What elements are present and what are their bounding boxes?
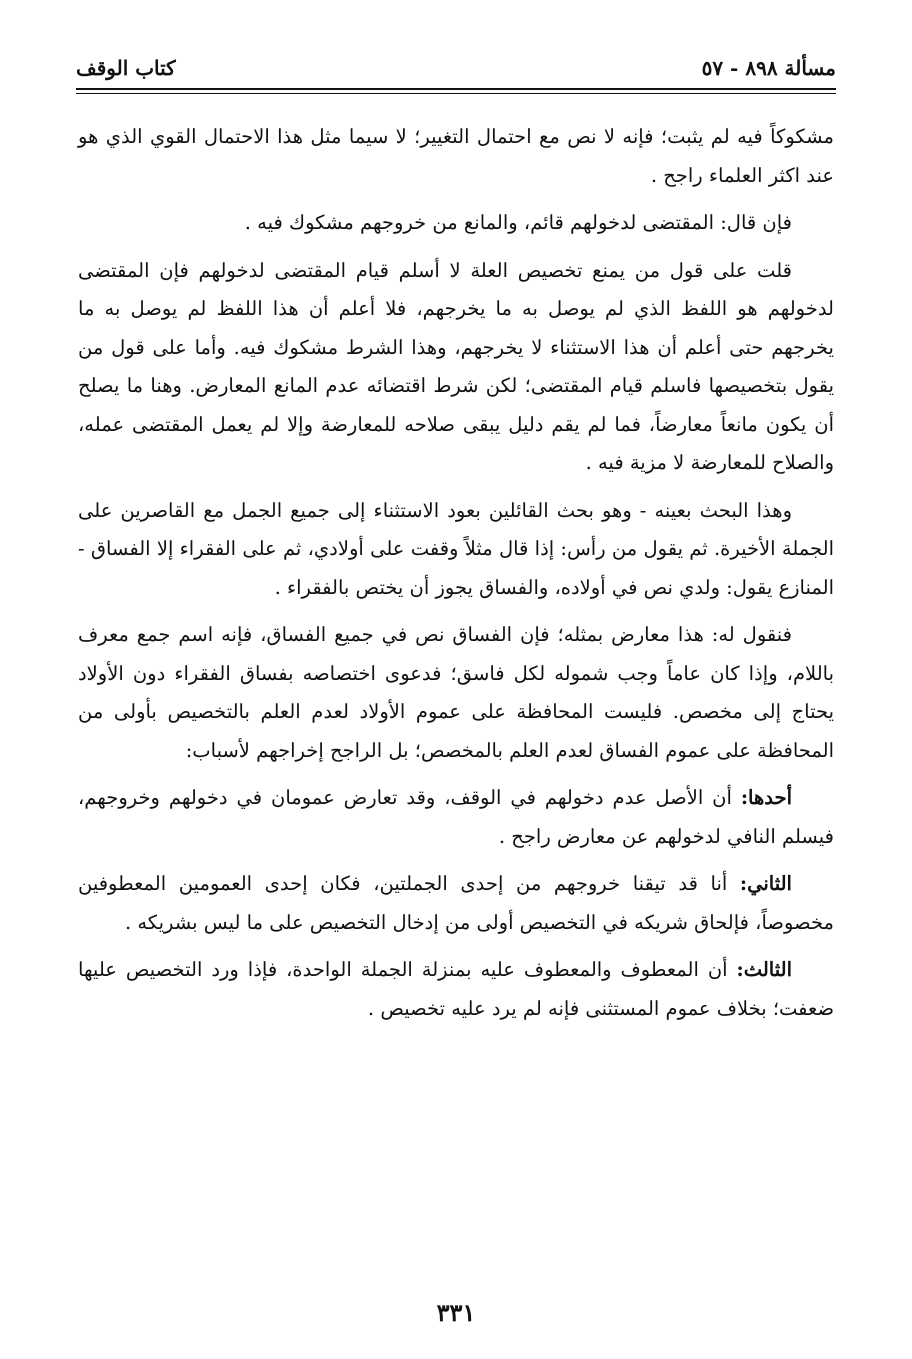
running-header — [76, 52, 836, 84]
paragraph-7 — [78, 865, 834, 942]
paragraph-3: قلت على قول من يمنع تخصيص العلة لا أسلم قيام المقتضى لدخولهم فإن المقتضى لدخولهم هو اللفظ الذي لم يوصل به ما يخرجهم، فلا أعلم أن هذا اللفظ لم يوصل به ما يخرجهم حتى أعلم أن هذا الاستثناء لا يخرجهم، وهذا الشرط مشكوك فيه. وأما على قول من يقول بتخصيصها فاسلم قيام المقتضى؛ لكن شرط اقتضائه عدم المانع المعارض. وهنا ما يصلح أن يكون مانعاً معارضاً، فما لم يقم دليل يبقى صلاحه للمعارضة وإلا لم يعمل المقتضى عمله، والصلاح للمعارضة لا مزية فيه . — [78, 258, 834, 474]
header-issue-number: مسألة ٨٩٨ - ٥٧ — [701, 56, 836, 80]
paragraph-4: وهذا البحث بعينه - وهو بحث القائلين بعود الاستثناء إلى جميع الجمل مع القاصرين على الجملة الأخيرة. ثم يقول من رأس: إذا قال مثلاً وقفت على أولادي، ثم على الفقراء إلا الفساق - المنازع يقول: ولدي نص في أولاده، والفساق يجوز أن يختص بالفقراء . — [78, 498, 834, 599]
reason-3-text: أن المعطوف والمعطوف عليه بمنزلة الجملة الواحدة، فإذا ورد التخصيص عليها ضعفت؛ بخلاف عموم المستثنى فإنه لم يرد عليه تخصيص . — [78, 958, 834, 1020]
header-book-title: كتاب الوقف — [76, 56, 176, 80]
reason-3-lead: الثالث: — [736, 958, 792, 981]
paragraph-5: فنقول له: هذا معارض بمثله؛ فإن الفساق نص في جميع الفساق، فإنه اسم جمع معرف باللام، وإذا كان عاماً وجب شموله لكل فاسق؛ فدعوى اختصاصه بفساق الفقراء دون الأولاد يحتاج إلى مخصص. فليست المحافظة على عموم الأولاد لعدم العلم بالتخصيص بأولى من المحافظة على عموم الفساق لعدم العلم بالمخصص؛ بل الراجح إخراجهم لأسباب: — [78, 623, 834, 762]
reason-1-lead: أحدها: — [740, 786, 792, 809]
reason-1-text: أن الأصل عدم دخولهم في الوقف، وقد تعارض عمومان في دخولهم وخروجهم، فيسلم النافي لدخولهم عن معارض راجح . — [78, 786, 834, 848]
paragraph-6 — [78, 779, 834, 856]
page-number: ٣٣١ — [436, 1298, 476, 1327]
paragraph-1: مشكوكاً فيه لم يثبت؛ فإنه لا نص مع احتمال التغيير؛ لا سيما مثل هذا الاحتمال القوي الذي هو عند اكثر العلماء راجح . — [78, 125, 834, 187]
paragraph-2: فإن قال: المقتضى لدخولهم قائم، والمانع من خروجهم مشكوك فيه . — [244, 211, 792, 234]
paragraph-8 — [78, 951, 834, 1028]
body-text — [78, 118, 834, 1037]
header-rule — [76, 88, 836, 94]
reason-2-text: أنا قد تيقنا خروجهم من إحدى الجملتين، فكان إحدى العمومين المعطوفين مخصوصاً، فإلحاق شريكه في التخصيص أولى من إدخال التخصيص على ما ليس بشريكه . — [78, 872, 834, 934]
reason-2-lead: الثاني: — [739, 872, 792, 895]
